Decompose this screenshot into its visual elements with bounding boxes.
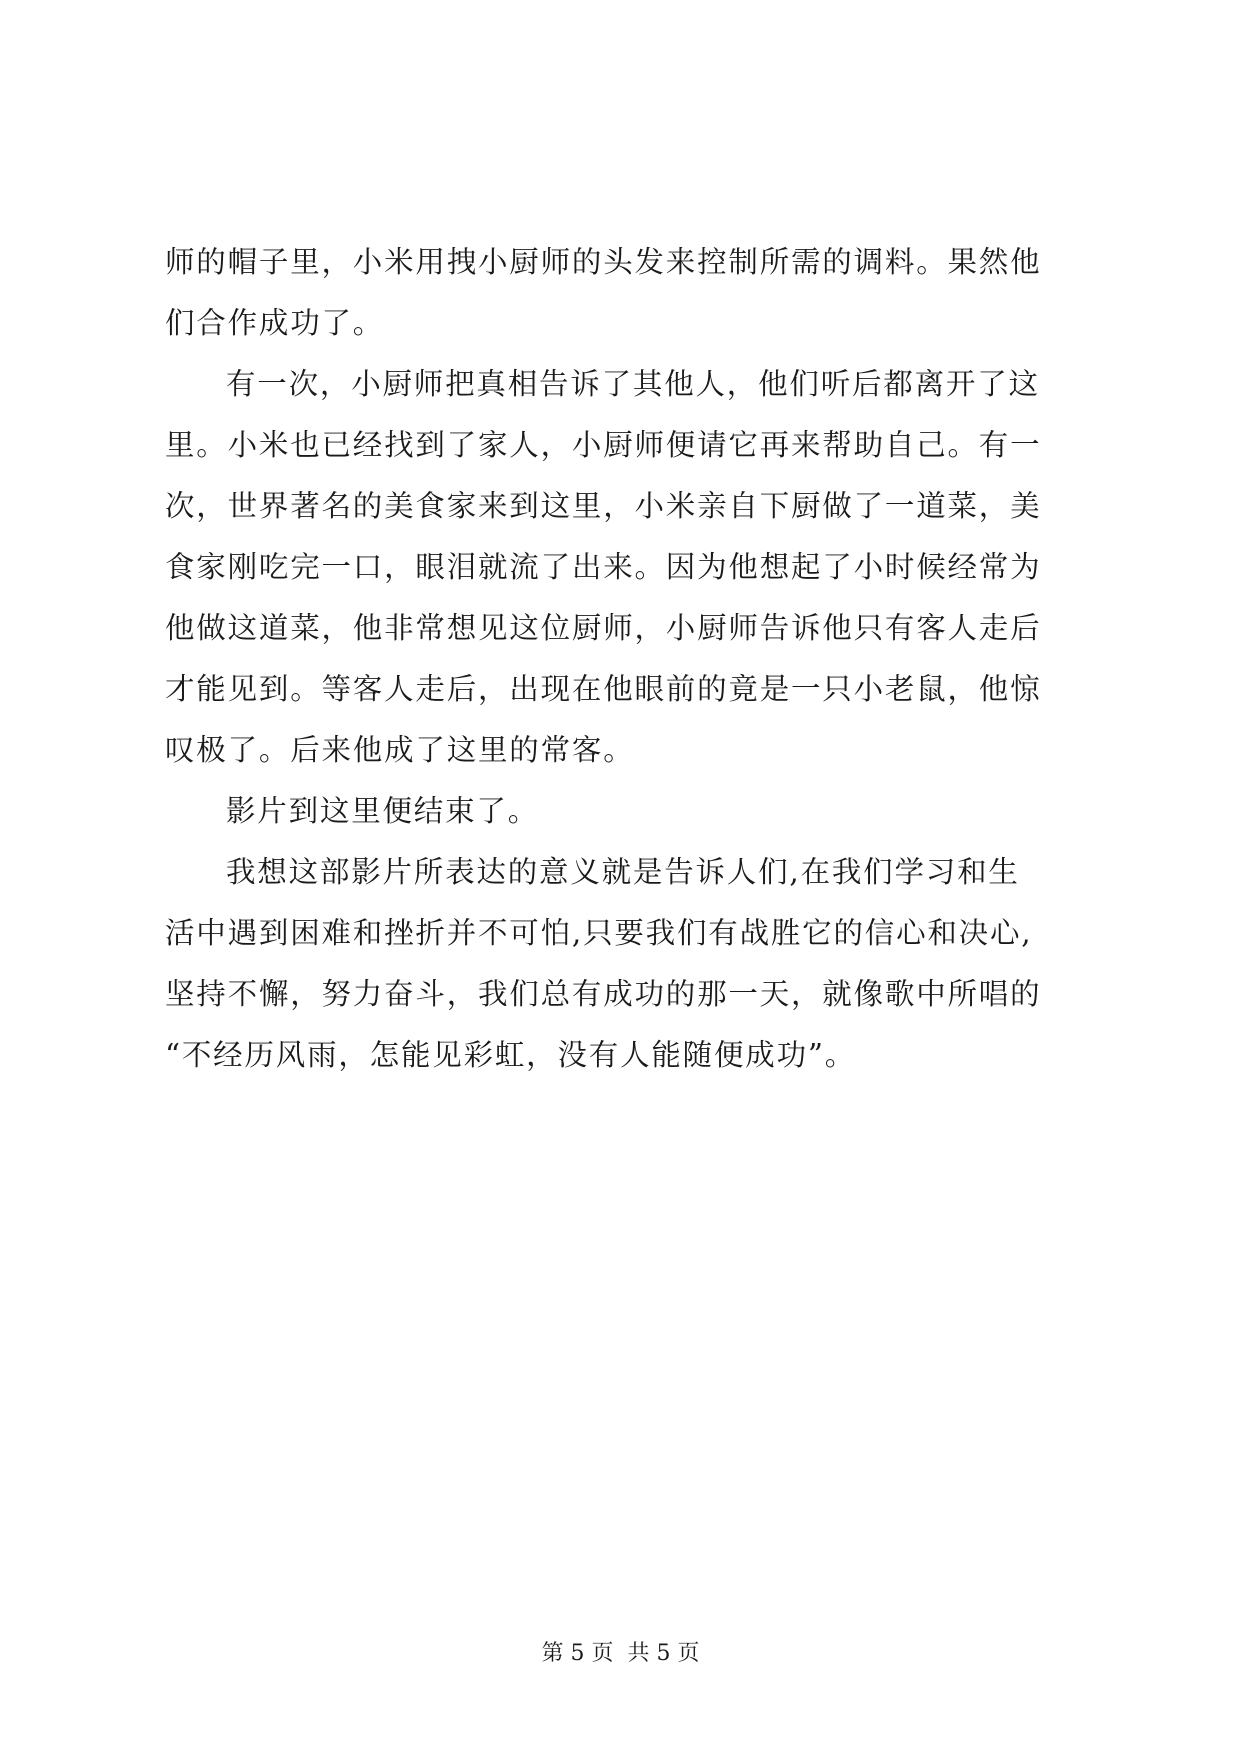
text-line: 影片到这里便结束了。 [226,794,540,828]
text-line: 里。小米也已经找到了家人，小厨师便请它再来帮助自己。有一 [165,428,1042,462]
page-footer [0,1636,1241,1667]
text-line: 师的帽子里，小米用拽小厨师的头发来控制所需的调料。果然他 [165,245,1042,279]
page-number-total: 共 5 页 [627,1641,700,1666]
text-line: 次，世界著名的美食家来到这里，小米亲自下厨做了一道菜，美 [165,489,1042,523]
document-body [165,232,1080,1086]
text-line: 他做这道菜，他非常想见这位厨师，小厨师告诉他只有客人走后 [165,611,1042,645]
text-line: 我想这部影片所表达的意义就是告诉人们,在我们学习和生 [226,855,1020,889]
text-line: 食家刚吃完一口，眼泪就流了出来。因为他想起了小时候经常为 [165,550,1042,584]
text-line: 活中遇到困难和挫折并不可怕,只要我们有战胜它的信心和决心, [165,916,1033,950]
text-line: 有一次，小厨师把真相告诉了其他人，他们听后都离开了这 [226,367,1040,401]
text-line: 们合作成功了。 [165,306,385,340]
text-line: 才能见到。等客人走后，出现在他眼前的竟是一只小老鼠，他惊 [165,672,1042,706]
text-line: 坚持不懈，努力奋斗，我们总有成功的那一天，就像歌中所唱的 [165,977,1042,1011]
text-line: 叹极了。后来他成了这里的常客。 [165,733,635,767]
text-line: “不经历风雨，怎能见彩虹，没有人能随便成功”。 [165,1038,857,1072]
page-number-current: 第 5 页 [541,1641,614,1666]
